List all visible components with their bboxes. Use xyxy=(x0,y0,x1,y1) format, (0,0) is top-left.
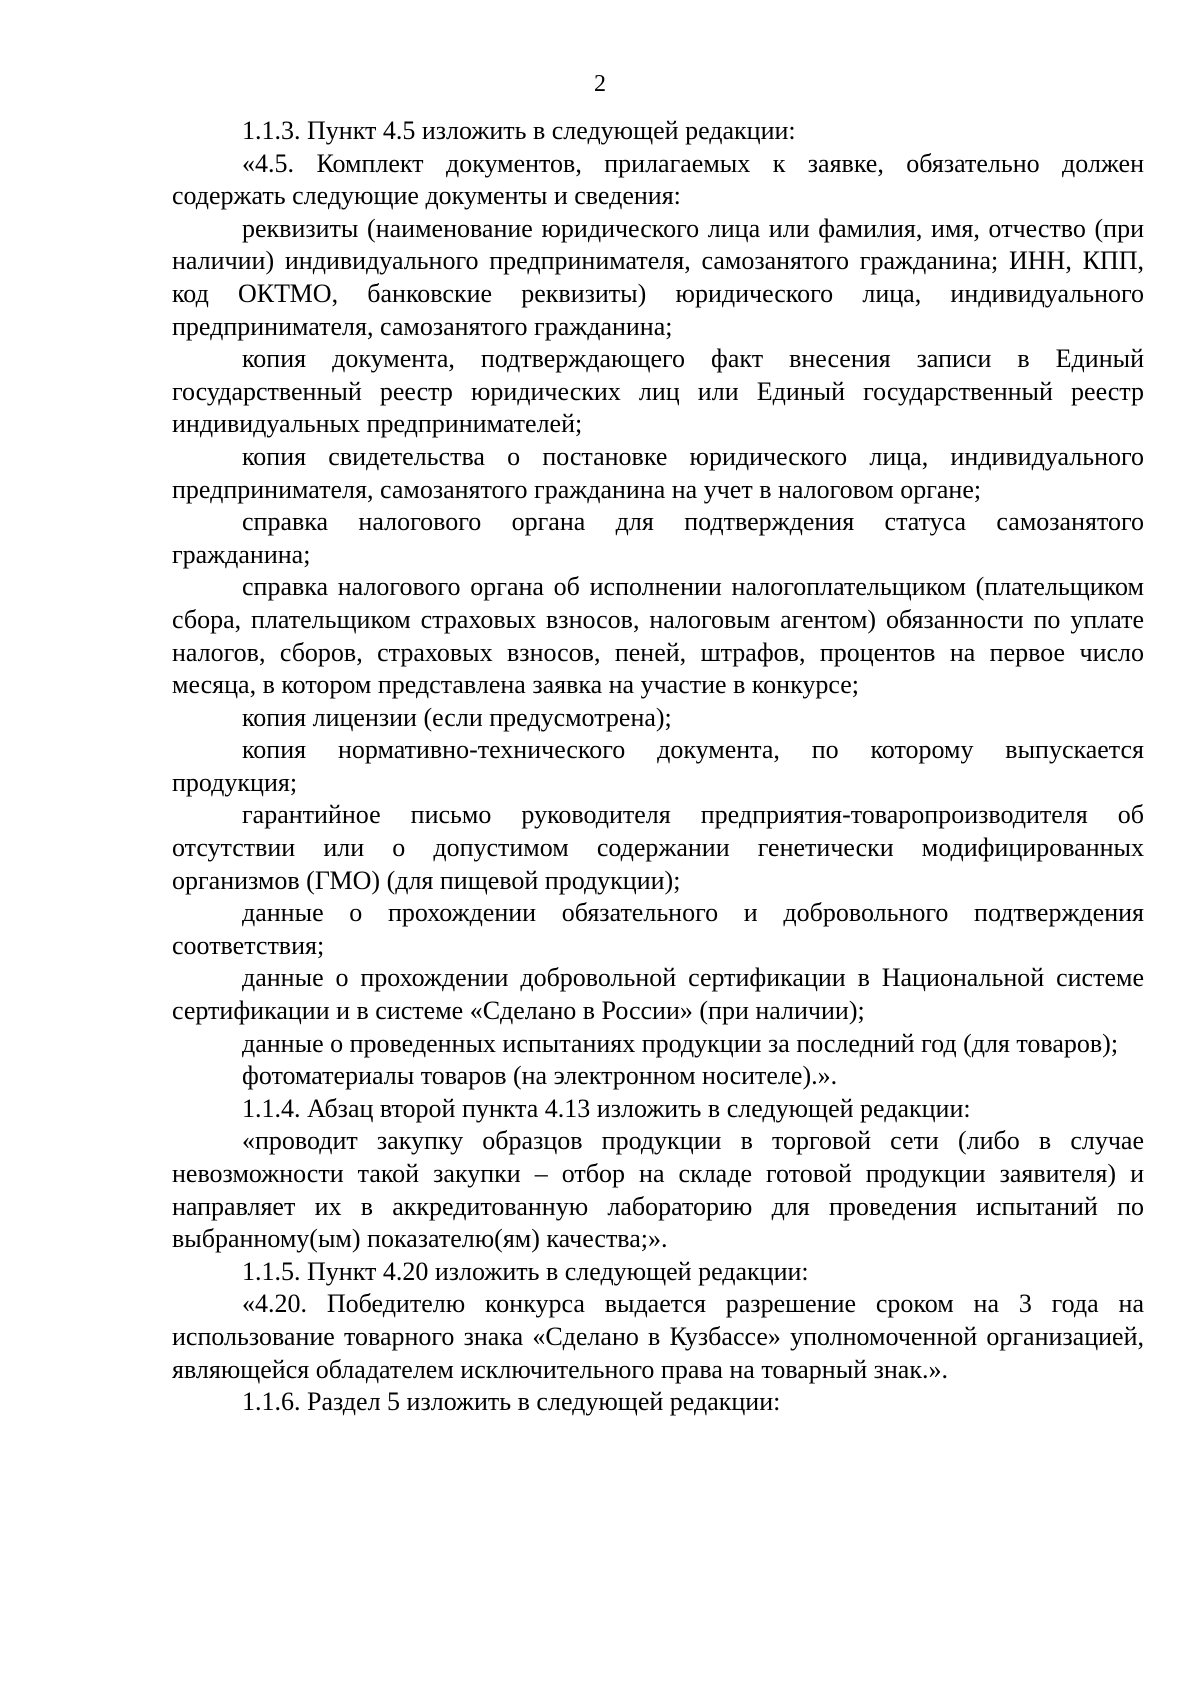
paragraph-4-20-text: «4.20. Победителю конкурса выдается разрешение сроком на 3 года на использование товарного знака «Сделано в Кузбассе» уполномоченной организацией, являющейся обладателем исключительного права на товарный знак.». xyxy=(172,1289,1144,1384)
paragraph-4-13-text: «проводит закупку образцов продукции в торговой сети (либо в случае невозможности такой закупки – отбор на складе готовой продукции заявителя) и направляет их в аккредитованную лабораторию для проведения испытаний по выбранному(ым) показателю(ям) качества;». xyxy=(172,1126,1144,1254)
paragraph-gmo-letter: гарантийное письмо руководителя предприятия-товаропроизводителя об отсутствии или о допустимом содержании генетически модифицированных организмов (ГМО) (для пищевой продукции); xyxy=(172,800,1144,895)
paragraph-1-1-3: 1.1.3. Пункт 4.5 изложить в следующей редакции: xyxy=(242,116,796,145)
paragraph-requisites: реквизиты (наименование юридического лица или фамилия, имя, отчество (при наличии) индивидуального предпринимателя, самозанятого гражданина; ИНН, КПП, код ОКТМО, банковские реквизиты) юридического лица, индивидуального предпринимателя, самозанятого гражданина; xyxy=(172,213,1144,341)
paragraph-license-copy: копия лицензии (если предусмотрена); xyxy=(242,702,672,732)
paragraph-1-1-6: 1.1.6. Раздел 5 изложить в следующей редакции: xyxy=(242,1387,781,1417)
paragraph-tests-data: данные о проведенных испытаниях продукции за последний год (для товаров); xyxy=(242,1028,1119,1058)
paragraph-self-employed-status: справка налогового органа для подтверждения статуса самозанятого гражданина; xyxy=(172,507,1144,569)
paragraph-certification-data: данные о прохождении добровольной сертификации в Национальной системе сертификации и в системе «Сделано в России» (при наличии); xyxy=(172,963,1144,1026)
paragraph-tax-obligations: справка налогового органа об исполнении налогоплательщиком (плательщиком сбора, плательщиком страховых взносов, налоговым агентом) обязанности по уплате налогов, сборов, страховых взносов, пеней, штрафов, процентов на первое число месяца, в котором представлена заявка на участие в конкурсе; xyxy=(172,572,1144,700)
paragraph-registry-copy: копия документа, подтверждающего факт внесения записи в Единый государственный реестр юридических лиц или Единый государственный реестр индивидуальных предпринимателей; xyxy=(172,344,1144,439)
document-body xyxy=(172,115,1144,1419)
paragraph-4-5-intro: «4.5. Комплект документов, прилагаемых к заявке, обязательно должен содержать следующие документы и сведения: xyxy=(172,148,1144,211)
paragraph-tax-certificate: копия свидетельства о постановке юридического лица, индивидуального предпринимателя, самозанятого гражданина на учет в налоговом органе; xyxy=(172,441,1144,504)
paragraph-conformity-data: данные о прохождении обязательного и добровольного подтверждения соответствия; xyxy=(172,898,1144,960)
paragraph-photo-materials: фотоматериалы товаров (на электронном носителе).». xyxy=(242,1061,838,1091)
page-number: 2 xyxy=(594,71,606,97)
paragraph-1-1-4: 1.1.4. Абзац второй пункта 4.13 изложить в следующей редакции: xyxy=(242,1093,971,1123)
paragraph-normative-document: копия нормативно-технического документа, по которому выпускается продукция; xyxy=(172,735,1144,797)
paragraph-1-1-5: 1.1.5. Пункт 4.20 изложить в следующей редакции: xyxy=(242,1256,809,1286)
